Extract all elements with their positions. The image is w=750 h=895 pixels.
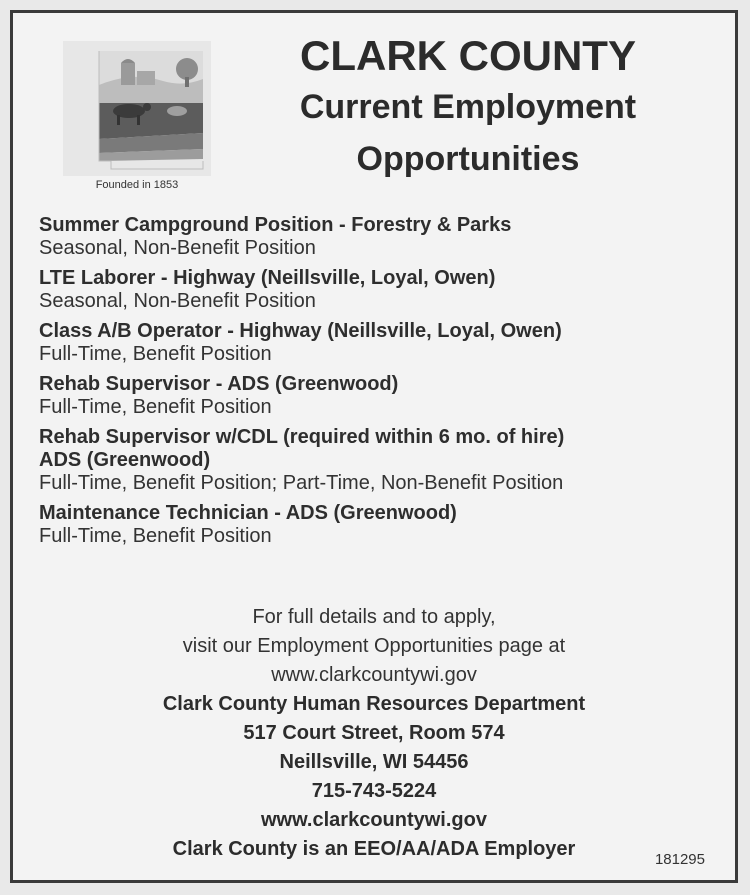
- logo-caption: Founded in 1853: [95, 179, 179, 191]
- job-item: [39, 267, 719, 313]
- subtitle-line-2: Opportunities: [356, 140, 580, 178]
- county-logo: [63, 41, 211, 193]
- job-item: [39, 502, 719, 548]
- job-title: Maintenance Technician - ADS (Greenwood): [39, 502, 457, 524]
- header: [223, 31, 713, 185]
- phone-number[interactable]: 715-743-5224: [311, 780, 437, 802]
- job-detail: Full-Time, Benefit Position: [39, 525, 272, 547]
- job-title: Class A/B Operator - Highway (Neillsville, Loyal, Owen): [39, 320, 562, 342]
- job-title: LTE Laborer - Highway (Neillsville, Loyal, Owen): [39, 267, 496, 289]
- department-name: Clark County Human Resources Department: [162, 693, 586, 715]
- apply-text-line-2: visit our Employment Opportunities page at: [182, 635, 566, 657]
- apply-url-link[interactable]: www.clarkcountywi.gov: [271, 664, 477, 686]
- job-title: Rehab Supervisor w/CDL (required within 6 mo. of hire): [39, 426, 565, 448]
- county-seal-icon: [63, 41, 211, 176]
- ad-code: 181295: [654, 851, 705, 868]
- subtitle-line-1: Current Employment: [299, 88, 637, 126]
- contact-footer: [13, 603, 735, 864]
- job-list: [39, 214, 719, 555]
- job-item: [39, 320, 719, 366]
- job-item: [39, 373, 719, 419]
- eeo-statement: Clark County is an EEO/AA/ADA Employer: [172, 838, 576, 860]
- page-title: CLARK COUNTY: [300, 32, 636, 79]
- job-title-continued: ADS (Greenwood): [39, 449, 211, 471]
- job-item: [39, 426, 719, 495]
- job-detail: Seasonal, Non-Benefit Position: [39, 237, 316, 259]
- website-link[interactable]: www.clarkcountywi.gov: [261, 809, 487, 831]
- job-detail: Seasonal, Non-Benefit Position: [39, 290, 316, 312]
- city-state-zip: Neillsville, WI 54456: [279, 751, 469, 773]
- apply-text-line-1: For full details and to apply,: [252, 606, 496, 628]
- job-item: [39, 214, 719, 260]
- ad-frame: [10, 10, 738, 883]
- job-detail: Full-Time, Benefit Position; Part-Time, Non-Benefit Position: [39, 472, 564, 494]
- job-title: Summer Campground Position - Forestry & Parks: [39, 214, 512, 236]
- job-detail: Full-Time, Benefit Position: [39, 396, 272, 418]
- job-detail: Full-Time, Benefit Position: [39, 343, 272, 365]
- street-address: 517 Court Street, Room 574: [243, 722, 505, 744]
- job-title: Rehab Supervisor - ADS (Greenwood): [39, 373, 399, 395]
